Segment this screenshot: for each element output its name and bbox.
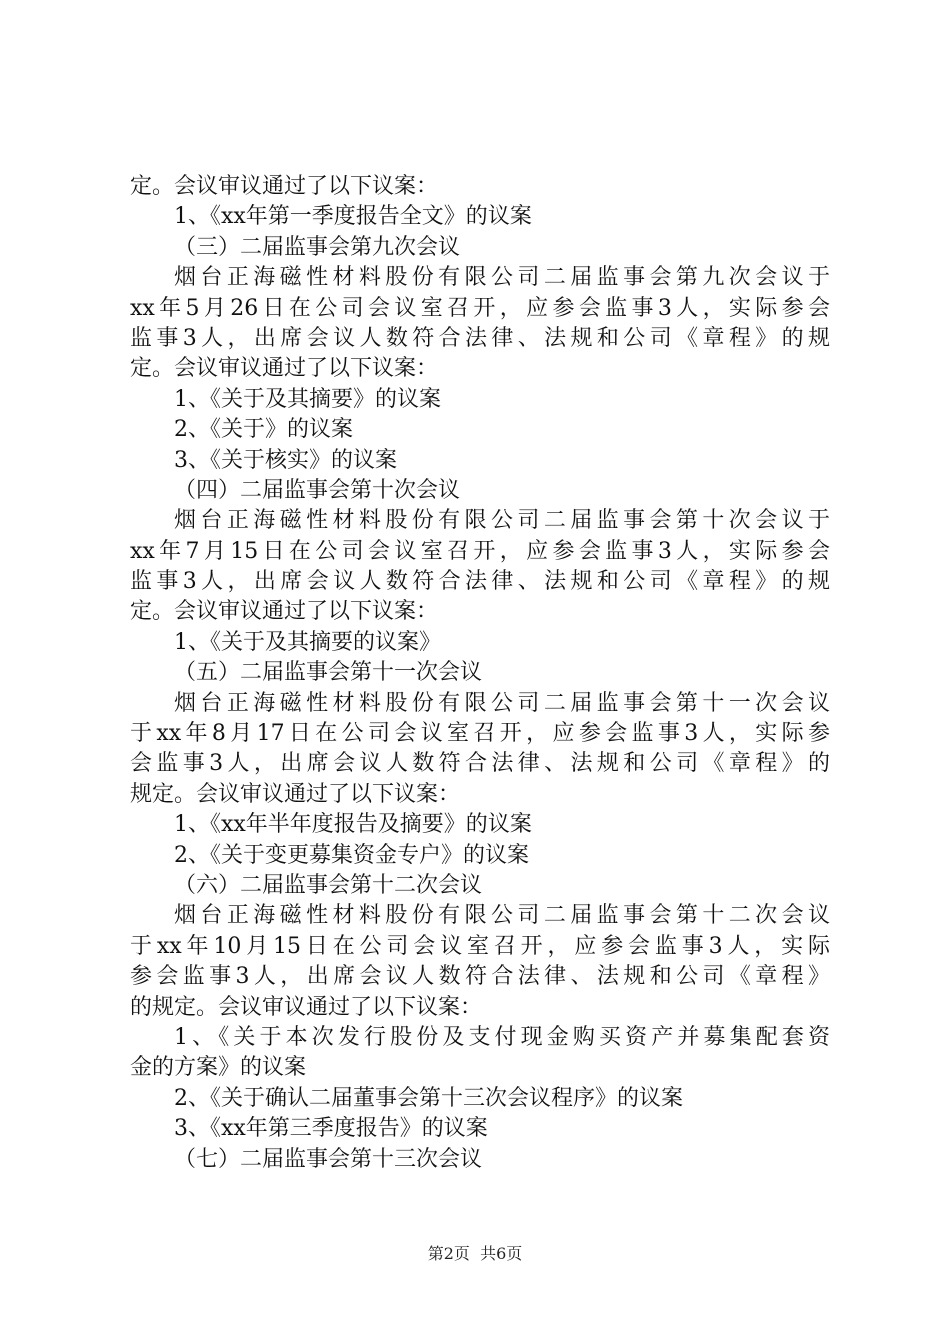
- text-line: 1、《关于及其摘要的议案》: [174, 629, 441, 655]
- text-line: 金的方案》的议案: [130, 1055, 307, 1081]
- text-line: 2、《关于变更募集资金专户》的议案: [174, 842, 529, 868]
- text-line: xx年5月26日在公司会议室召开，应参会监事3人，实际参会: [130, 295, 830, 321]
- text-line: xx年7月15日在公司会议室召开，应参会监事3人，实际参会: [130, 538, 830, 564]
- text-line: 监事3人，出席会议人数符合法律、法规和公司《章程》的规: [130, 569, 830, 595]
- text-line: 会监事3人，出席会议人数符合法律、法规和公司《章程》的: [130, 751, 830, 777]
- text-line: 的规定。会议审议通过了以下议案：: [130, 994, 483, 1020]
- text-line: 定。会议审议通过了以下议案：: [130, 174, 439, 199]
- text-line: 定。会议审议通过了以下议案：: [130, 599, 439, 625]
- text-line: 3、《关于核实》的议案: [174, 447, 397, 473]
- text-line: 于xx年10月15日在公司会议室召开，应参会监事3人，实际: [130, 933, 830, 959]
- text-line: （七）二届监事会第十三次会议: [174, 1146, 483, 1172]
- text-line: 烟台正海磁性材料股份有限公司二届监事会第十二次会议: [174, 903, 830, 929]
- text-line: 1、《关于及其摘要》的议案: [174, 386, 441, 412]
- text-line: 1、《xx年第一季度报告全文》的议案: [174, 204, 532, 230]
- text-line: 定。会议审议通过了以下议案：: [130, 356, 439, 382]
- text-line: 烟台正海磁性材料股份有限公司二届监事会第十次会议于: [174, 508, 830, 534]
- page-footer: [0, 1242, 950, 1266]
- text-line: 烟台正海磁性材料股份有限公司二届监事会第九次会议于: [174, 265, 830, 291]
- text-line: 2、《关于确认二届董事会第十三次会议程序》的议案: [174, 1085, 683, 1111]
- text-line: 1、《关于本次发行股份及支付现金购买资产并募集配套资: [174, 1024, 830, 1050]
- text-line: （四）二届监事会第十次会议: [174, 477, 461, 503]
- text-line: 规定。会议审议通过了以下议案：: [130, 781, 461, 807]
- text-line: 于xx年8月17日在公司会议室召开，应参会监事3人，实际参: [130, 721, 830, 747]
- document-body: [130, 172, 830, 1175]
- text-line: 2、《关于》的议案: [174, 417, 353, 443]
- text-line: 烟台正海磁性材料股份有限公司二届监事会第十一次会议: [174, 690, 830, 716]
- text-line: （六）二届监事会第十二次会议: [174, 872, 483, 898]
- text-line: 1、《xx年半年度报告及摘要》的议案: [174, 812, 532, 838]
- text-line: （五）二届监事会第十一次会议: [174, 660, 483, 686]
- page-number: 第2页 共6页: [427, 1244, 523, 1263]
- text-line: 参会监事3人，出席会议人数符合法律、法规和公司《章程》: [130, 964, 830, 990]
- text-line: 3、《xx年第三季度报告》的议案: [174, 1116, 488, 1142]
- text-line: 监事3人，出席会议人数符合法律、法规和公司《章程》的规: [130, 325, 830, 351]
- text-line: （三）二届监事会第九次会议: [174, 234, 461, 260]
